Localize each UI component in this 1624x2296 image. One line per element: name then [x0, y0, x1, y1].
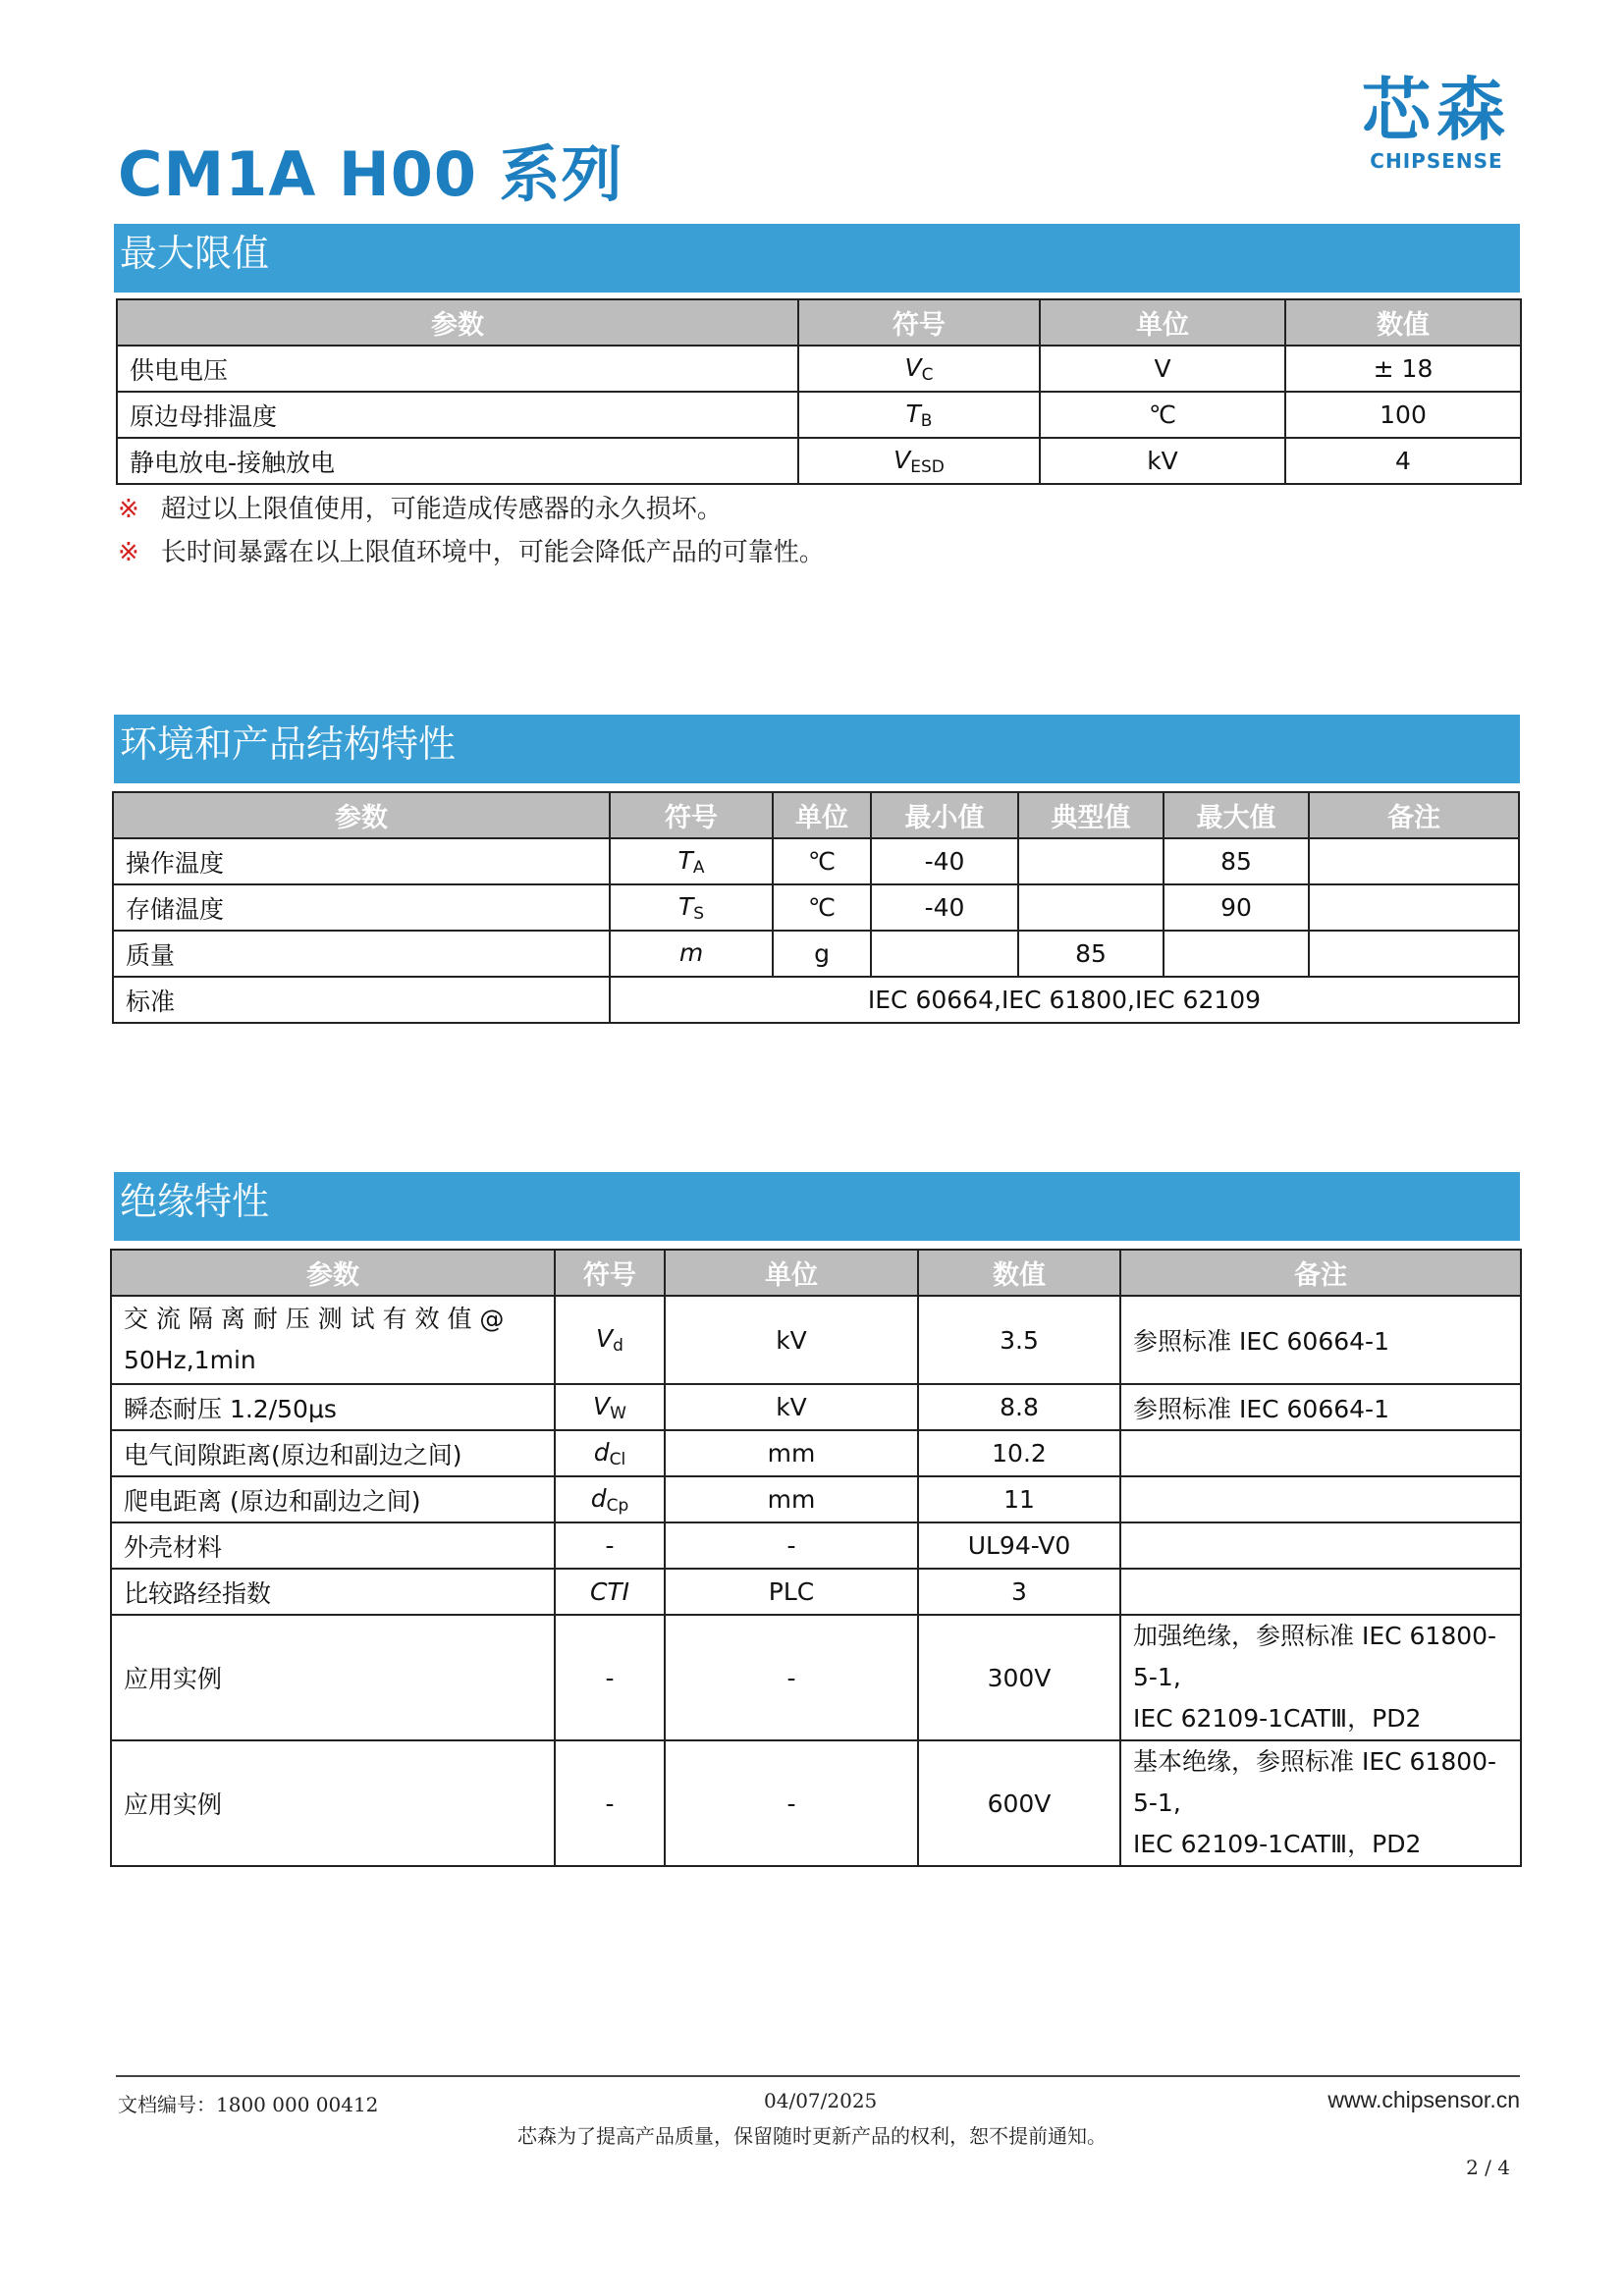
symbol: T — [677, 891, 694, 921]
remark-cell — [1309, 884, 1519, 931]
section-title-max-ratings: 最大限值 — [114, 224, 1520, 293]
table-header-row — [111, 1250, 1521, 1296]
symbol-cell: - — [555, 1740, 665, 1866]
unit-cell: g — [773, 931, 871, 977]
param-cell: 原边母排温度 — [117, 392, 798, 438]
website-link[interactable]: www.chipsensor.cn — [1327, 2087, 1520, 2112]
param-cell: 应用实例 — [111, 1740, 555, 1866]
table-row — [111, 1430, 1521, 1476]
table-row — [111, 1296, 1521, 1384]
note-line — [118, 489, 723, 525]
table-row — [111, 1615, 1521, 1740]
doc-number: 文档编号：1800 000 00412 — [118, 2093, 379, 2116]
symbol-subscript: ESD — [910, 456, 945, 477]
remark-cell — [1120, 1522, 1521, 1569]
typ-cell — [1018, 838, 1164, 884]
value-cell: 300V — [918, 1615, 1120, 1740]
unit-cell: - — [665, 1522, 918, 1569]
note-text: 长时间暴露在以上限值环境中，可能会降低产品的可靠性。 — [160, 538, 825, 567]
value-cell: 600V — [918, 1740, 1120, 1866]
column-header: 备注 — [1309, 792, 1519, 838]
symbol: V — [596, 1324, 614, 1353]
column-header: 备注 — [1120, 1250, 1521, 1296]
param-cell: 爬电距离 (原边和副边之间) — [111, 1476, 555, 1522]
table-row — [117, 438, 1521, 484]
column-header: 符号 — [798, 299, 1040, 346]
max-cell: 85 — [1164, 838, 1309, 884]
footer-divider — [116, 2075, 1520, 2077]
page-number: 2 / 4 — [1466, 2156, 1510, 2179]
symbol: V — [893, 445, 911, 474]
symbol-cell — [798, 346, 1040, 392]
symbol: V — [593, 1391, 611, 1420]
param-line: 50Hz,1min — [124, 1346, 256, 1374]
table-row — [113, 977, 1519, 1023]
symbol-cell: - — [555, 1522, 665, 1569]
symbol-subscript: Cl — [609, 1449, 626, 1469]
param-cell: 电气间隙距离(原边和副边之间) — [111, 1430, 555, 1476]
symbol-cell — [610, 931, 773, 977]
symbol-subscript: A — [692, 857, 705, 878]
table-row — [117, 392, 1521, 438]
symbol-cell — [555, 1569, 665, 1615]
column-header: 最大值 — [1164, 792, 1309, 838]
standard-value-cell: IEC 60664,IEC 61800,IEC 62109 — [610, 977, 1519, 1023]
value-cell: 3.5 — [918, 1296, 1120, 1384]
symbol-subscript: Cp — [606, 1495, 629, 1516]
value-cell: 11 — [918, 1476, 1120, 1522]
unit-cell: PLC — [665, 1569, 918, 1615]
symbol-subscript: S — [693, 903, 705, 924]
unit-cell: V — [1040, 346, 1285, 392]
remark-cell — [1120, 1615, 1521, 1740]
value-cell: 4 — [1285, 438, 1521, 484]
param-cell: 比较路经指数 — [111, 1569, 555, 1615]
symbol-subscript: C — [921, 364, 934, 385]
remark-cell — [1120, 1476, 1521, 1522]
column-header: 单位 — [1040, 299, 1285, 346]
param-cell: 操作温度 — [113, 838, 610, 884]
value-cell: 8.8 — [918, 1384, 1120, 1430]
insulation-table — [110, 1249, 1522, 1867]
max-ratings-table — [116, 298, 1522, 485]
reference-mark-icon: ※ — [118, 495, 139, 524]
symbol-cell — [610, 838, 773, 884]
remark-cell — [1120, 1740, 1521, 1866]
section-title-environment: 环境和产品结构特性 — [114, 715, 1520, 783]
company-logo — [1343, 71, 1530, 173]
unit-cell: - — [665, 1615, 918, 1740]
unit-cell: kV — [1040, 438, 1285, 484]
table-row — [111, 1476, 1521, 1522]
symbol: d — [590, 1483, 607, 1513]
symbol: V — [904, 352, 922, 382]
symbol: m — [678, 937, 704, 967]
table-row — [111, 1740, 1521, 1866]
note-text: 超过以上限值使用，可能造成传感器的永久损坏。 — [160, 495, 723, 524]
unit-cell: ℃ — [1040, 392, 1285, 438]
value-cell: 3 — [918, 1569, 1120, 1615]
disclaimer: 芯森为了提高产品质量，保留随时更新产品的权利，恕不提前通知。 — [517, 2124, 1107, 2148]
unit-cell: mm — [665, 1476, 918, 1522]
column-header: 单位 — [665, 1250, 918, 1296]
symbol-cell: - — [555, 1615, 665, 1740]
page-title: CM1A H00 系列 — [118, 138, 623, 210]
min-cell: -40 — [871, 884, 1018, 931]
table-row — [111, 1384, 1521, 1430]
remark-cell — [1309, 931, 1519, 977]
symbol-cell — [798, 392, 1040, 438]
column-header: 参数 — [111, 1250, 555, 1296]
max-cell — [1164, 931, 1309, 977]
param-cell: 瞬态耐压 1.2/50μs — [111, 1384, 555, 1430]
column-header: 数值 — [918, 1250, 1120, 1296]
param-cell: 存储温度 — [113, 884, 610, 931]
column-header: 参数 — [113, 792, 610, 838]
typ-cell — [1018, 884, 1164, 931]
symbol-cell — [555, 1476, 665, 1522]
value-cell: 10.2 — [918, 1430, 1120, 1476]
table-row — [113, 931, 1519, 977]
symbol-subscript: W — [610, 1403, 626, 1423]
unit-cell: mm — [665, 1430, 918, 1476]
remark-line: 加强绝缘，参照标准 IEC 61800-5-1, — [1133, 1622, 1497, 1691]
logo-chinese: 芯森 — [1362, 70, 1511, 150]
remark-line: IEC 62109-1CATⅢ，PD2 — [1133, 1704, 1422, 1733]
unit-cell: ℃ — [773, 838, 871, 884]
table-row — [113, 838, 1519, 884]
symbol-cell — [610, 884, 773, 931]
column-header: 单位 — [773, 792, 871, 838]
min-cell: -40 — [871, 838, 1018, 884]
table-header-row — [117, 299, 1521, 346]
symbol-cell — [555, 1384, 665, 1430]
column-header: 符号 — [555, 1250, 665, 1296]
table-row — [117, 346, 1521, 392]
column-header: 最小值 — [871, 792, 1018, 838]
environment-table — [112, 791, 1520, 1024]
symbol-subscript: d — [613, 1336, 623, 1356]
table-row — [111, 1522, 1521, 1569]
param-cell: 静电放电-接触放电 — [117, 438, 798, 484]
param-line: 交 流 隔 离 耐 压 测 试 有 效 值 @ — [124, 1305, 505, 1333]
remark-cell — [1120, 1430, 1521, 1476]
param-cell: 供电电压 — [117, 346, 798, 392]
unit-cell: - — [665, 1740, 918, 1866]
param-cell — [111, 1296, 555, 1384]
max-cell: 90 — [1164, 884, 1309, 931]
remark-cell — [1309, 838, 1519, 884]
column-header: 符号 — [610, 792, 773, 838]
remark-cell: 参照标准 IEC 60664-1 — [1120, 1296, 1521, 1384]
symbol: CTI — [589, 1577, 630, 1606]
note-line — [118, 532, 825, 568]
symbol-cell — [555, 1430, 665, 1476]
section-title-insulation: 绝缘特性 — [114, 1172, 1520, 1241]
symbol: d — [593, 1437, 610, 1467]
reference-mark-icon: ※ — [118, 538, 139, 567]
remark-line: IEC 62109-1CATⅢ，PD2 — [1133, 1830, 1422, 1858]
unit-cell: kV — [665, 1296, 918, 1384]
column-header: 典型值 — [1018, 792, 1164, 838]
value-cell: ± 18 — [1285, 346, 1521, 392]
table-row — [113, 884, 1519, 931]
unit-cell: ℃ — [773, 884, 871, 931]
table-row — [111, 1569, 1521, 1615]
symbol-subscript: B — [920, 410, 933, 431]
symbol-cell — [798, 438, 1040, 484]
value-cell: 100 — [1285, 392, 1521, 438]
param-cell: 应用实例 — [111, 1615, 555, 1740]
param-cell: 外壳材料 — [111, 1522, 555, 1569]
column-header: 数值 — [1285, 299, 1521, 346]
remark-line: 基本绝缘，参照标准 IEC 61800-5-1, — [1133, 1747, 1497, 1817]
symbol: T — [905, 399, 921, 428]
symbol-cell — [555, 1296, 665, 1384]
param-cell: 标准 — [113, 977, 610, 1023]
value-cell: UL94-V0 — [918, 1522, 1120, 1569]
table-header-row — [113, 792, 1519, 838]
symbol: T — [677, 845, 693, 875]
logo-english: CHIPSENSE — [1370, 149, 1503, 173]
doc-date: 04/07/2025 — [764, 2089, 878, 2112]
param-cell: 质量 — [113, 931, 610, 977]
column-header: 参数 — [117, 299, 798, 346]
remark-cell: 参照标准 IEC 60664-1 — [1120, 1384, 1521, 1430]
typ-cell: 85 — [1018, 931, 1164, 977]
min-cell — [871, 931, 1018, 977]
unit-cell: kV — [665, 1384, 918, 1430]
remark-cell — [1120, 1569, 1521, 1615]
